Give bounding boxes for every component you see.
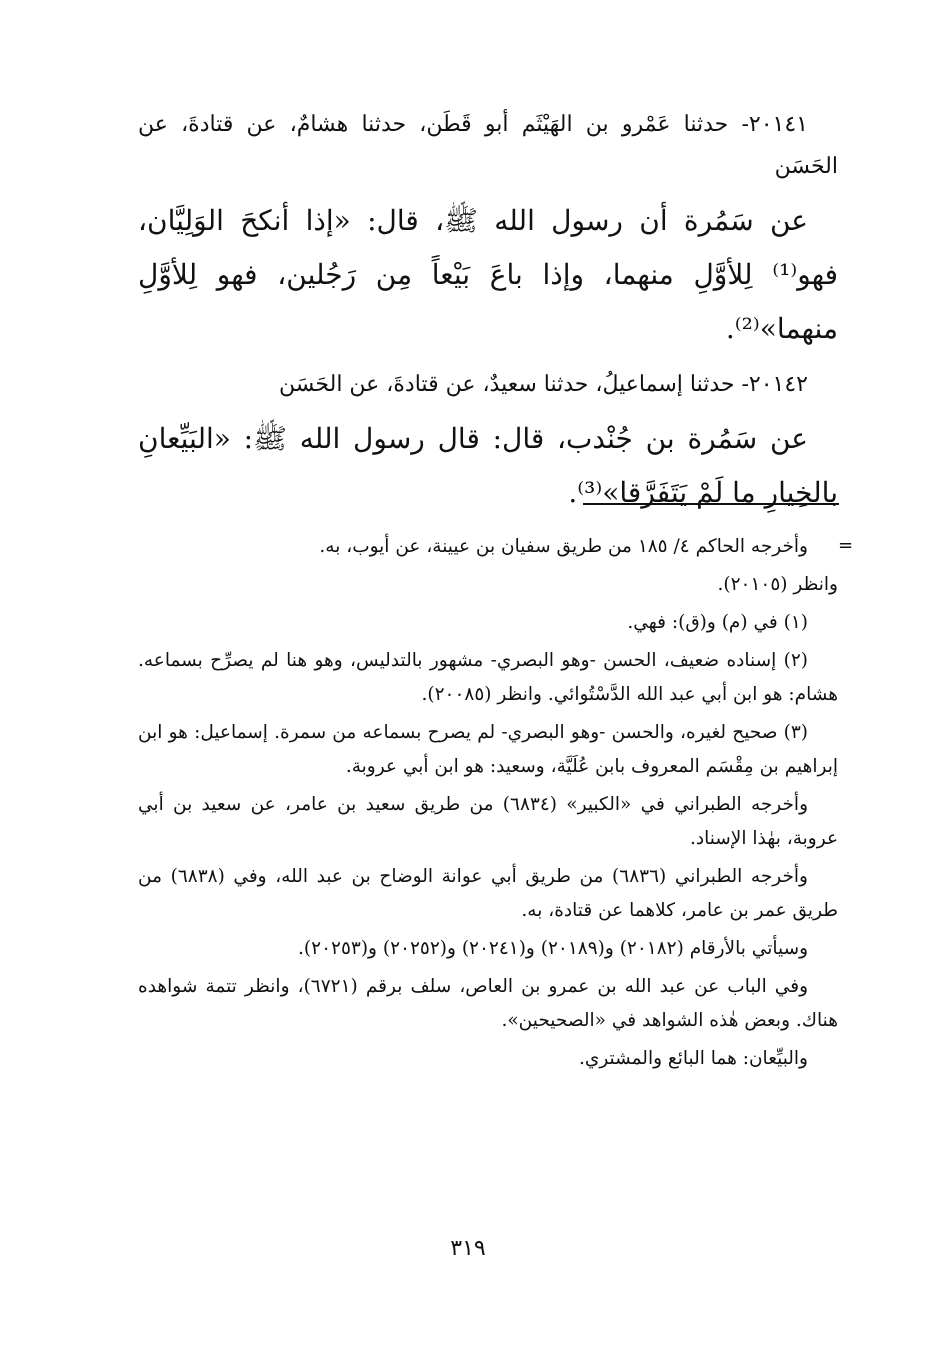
footnote-separator [583,503,839,505]
continuation-mark: = [838,535,854,556]
hadith-text-20142: عن سَمُرة بن جُنْدب، قال: قال رسول الله ﷺ: «البَيِّعانِ بالخِيارِ ما لَمْ يَتَفَرَّقا»⁽³⁾. [138,422,838,509]
footnote-paragraph: وأخرجه الحاكم ٤/ ١٨٥ من طريق سفيان بن عيينة، عن أيوب، به. [319,536,808,557]
footnote-paragraph: وسيأتي بالأرقام (٢٠١٨٢) و(٢٠١٨٩) و(٢٠٢٤١) و(٢٠٢٥٢) و(٢٠٢٥٣). [298,938,808,959]
footnote-paragraph: وفي الباب عن عبد الله بن عمرو بن العاص، سلف برقم (٦٧٢١)، وانظر تتمة شواهده هناك. وبعض هٰذه الشواهد في «الصحيحين». [138,976,838,1031]
footnote-2: (٢) إسناده ضعيف، الحسن -وهو البصري- مشهور بالتدليس، وهو هنا لم يصرِّح بسماعه. هشام: هو ابن أبي عبد الله الدَّسْتُوائي. وانظر (٢٠٠٨٥). [138,650,838,705]
footnote-paragraph: وأخرجه الطبراني في «الكبير» (٦٨٣٤) من طريق سعيد بن عامر، عن سعيد بن أبي عروبة، بهٰذا الإسناد. [138,794,838,849]
footnote-paragraph: وأخرجه الطبراني (٦٨٣٦) من طريق أبي عوانة الوضاح بن عبد الله، وفي (٦٨٣٨) من طريق عمر بن عامر، كلاهما عن قتادة، به. [138,866,838,921]
hadith-text-20141: عن سَمُرة أن رسول الله ﷺ، قال: «إذا أنكحَ الوَلِيَّان، فهو⁽¹⁾ لِلأوَّلِ منهما، وإذا باعَ بَيْعاً مِن رَجُلين، فهو لِلأوَّلِ منهما»⁽²⁾. [138,204,838,345]
footnotes [138,530,838,1080]
footnote-paragraph: والبيِّعان: هما البائع والمشتري. [578,1048,808,1069]
footnote-1: (١) في (م) و(ق): فهي. [627,612,808,633]
footnote-3: (٣) صحيح لغيره، والحسن -وهو البصري- لم يصرح بسماعه من سمرة. إسماعيل: هو ابن إبراهيم بن مِقْسَم المعروف بابن عُلَيَّة، وسعيد: هو ابن أبي عروبة. [138,722,838,777]
hadith-chain-20141: ٢٠١٤١- حدثنا عَمْرو بن الهَيْثَم أبو قَطَن، حدثنا هشامٌ، عن قتادةَ، عن الحَسَن [138,112,838,179]
footnote-paragraph: وانظر (٢٠١٠٥). [717,574,838,595]
page-number: ٣١٩ [450,1236,486,1261]
hadith-chain-20142: ٢٠١٤٢- حدثنا إسماعيلُ، حدثنا سعيدٌ، عن قتادةَ، عن الحَسَن [279,372,808,397]
main-text [138,104,838,528]
